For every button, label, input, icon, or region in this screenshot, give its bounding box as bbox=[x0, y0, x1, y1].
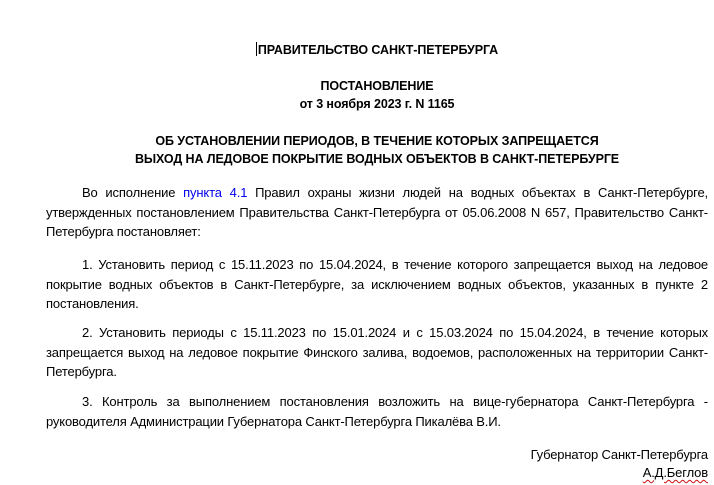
preamble-paragraph bbox=[46, 183, 708, 242]
title-line-1: ОБ УСТАНОВЛЕНИИ ПЕРИОДОВ, В ТЕЧЕНИЕ КОТОРЫХ ЗАПРЕЩАЕТСЯ bbox=[155, 134, 599, 148]
authority-text: ПРАВИТЕЛЬСТВО САНКТ-ПЕТЕРБУРГА bbox=[257, 43, 499, 57]
item-1-paragraph: 1. Установить период с 15.11.2023 по 15.04.2024, в течение которого запрещается выход на ледовое покрытие водных объектов в Санкт-Петербурге, за исключением водных объектов, указанных в пункте 2 постановления. bbox=[46, 257, 708, 311]
signature-name bbox=[643, 465, 708, 480]
text-cursor bbox=[256, 42, 257, 56]
authority-heading bbox=[0, 42, 714, 57]
preamble-text-end: Правил охраны жизни людей на водных объектах в Санкт-Петербурге, утвержденных постановлением Правительства Санкт-Петербурга от 05.06.2008 N 657, Правительство Санкт-Петербурга постановляет: bbox=[46, 185, 708, 239]
signature-position: Губернатор Санкт-Петербурга bbox=[530, 447, 708, 462]
doc-date-number: от 3 ноября 2023 г. N 1165 bbox=[299, 97, 455, 111]
preamble-text-start: Во исполнение bbox=[82, 185, 184, 200]
rule-reference-link[interactable]: пункта 4.1 bbox=[183, 185, 248, 200]
doc-type-heading: ПОСТАНОВЛЕНИЕ bbox=[320, 79, 434, 93]
item-2-paragraph: 2. Установить периоды с 15.11.2023 по 15.01.2024 и с 15.03.2024 по 15.04.2024, в течение которых запрещается выход на ледовое покрытие Финского залива, водоемов, расположенных на территории Санкт-Петербурга. bbox=[46, 325, 708, 379]
item-3-paragraph: 3. Контроль за выполнением постановления возложить на вице-губернатора Санкт-Петербурга - руководителя Администрации Губернатора Санкт-Петербурга Пикалёва В.И. bbox=[46, 394, 708, 429]
title-line-2: ВЫХОД НА ЛЕДОВОЕ ПОКРЫТИЕ ВОДНЫХ ОБЪЕКТОВ В САНКТ-ПЕТЕРБУРГЕ bbox=[134, 152, 620, 166]
signatory-name-spellcheck: А.Д.Беглов bbox=[642, 465, 708, 480]
